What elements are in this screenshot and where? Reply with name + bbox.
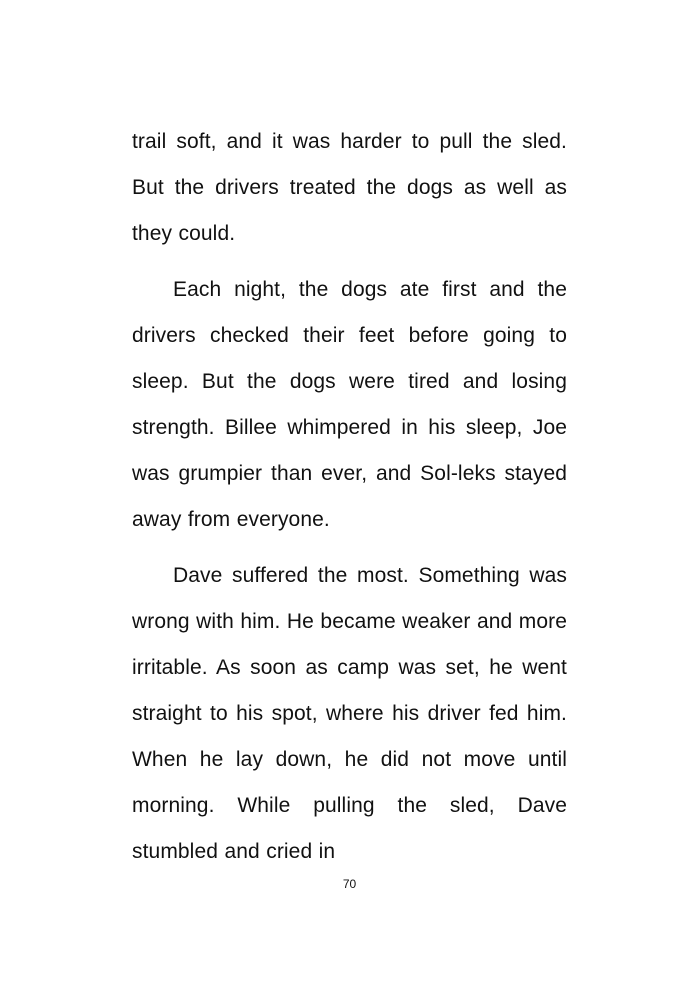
paragraph-each-night: Each night, the dogs ate first and the drivers checked their feet before going to sleep. But the dogs were tired and losing strength. Billee whimpered in his sleep, Joe was grumpier than ever, and Sol-leks stayed away from everyone. xyxy=(132,278,567,531)
page-number: 70 xyxy=(342,877,357,891)
paragraph-dave-suffered: Dave suffered the most. Something was wrong with him. He became weaker and more irritable. As soon as camp was set, he went straight to his spot, where his driver fed him. When he lay down, he did not move until morning. While pulling the sled, Dave stumbled and cried in xyxy=(132,564,567,863)
body-text xyxy=(132,119,567,875)
paragraph-continuation: trail soft, and it was harder to pull the sled. But the drivers treated the dogs as well as they could. xyxy=(132,130,567,245)
